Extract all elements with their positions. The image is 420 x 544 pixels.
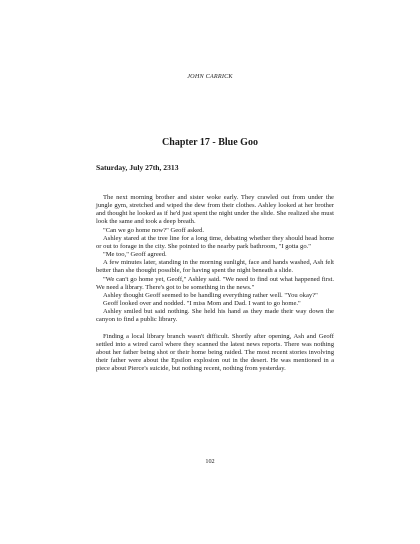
paragraph: Ashley smiled but said nothing. She held his hand as they made their way down the canyon to find a public library. [96,308,334,324]
paragraph: Ashley thought Geoff seemed to be handling everything rather well. "You okay?" [103,291,318,299]
paragraph: Geoff looked over and nodded. "I miss Mom and Dad. I want to go home." [103,300,301,308]
page-number: 102 [205,458,215,465]
paragraph: "We can't go home yet, Geoff," Ashley said. "We need to find out what happened first. We need a library. There's got to be something in the news." [96,275,334,291]
paragraph: "Can we go home now?" Geoff asked. [103,226,205,234]
running-head: JOHN CARRICK [187,73,233,80]
paragraph: The next morning brother and sister woke early. They crawled out from under the jungle gym, stretched and wiped the dew from their clothes. Ashley looked at her brother and thought he looked as if he'd just spent the night under the slide. She realized she must look the same and took a deep breath. [96,194,334,226]
paragraph: A few minutes later, standing in the morning sunlight, face and hands washed, Ash felt better than she thought possible, for having spent the night beneath a slide. [96,259,334,275]
paragraph: "Me too," Geoff agreed. [103,251,167,259]
chapter-title: Chapter 17 - Blue Goo [162,137,258,148]
paragraph: Finding a local library branch wasn't difficult. Shortly after opening, Ash and Geoff settled into a wired carol where they scanned the latest news reports. There was nothing about her father being shot or their home being raided. The most recent stories involving their father were about the Epsilon explosion out in the desert. He was mentioned in a piece about Pierce's suicide, but nothing recent, nothing from yesterday. [96,332,334,373]
paragraph: Ashley stared at the tree line for a long time, debating whether they should head home or out to forage in the city. She pointed to the nearby park bathroom, "I gotta go." [96,234,334,250]
body-text [96,194,334,373]
date-heading: Saturday, July 27th, 2313 [96,163,179,172]
